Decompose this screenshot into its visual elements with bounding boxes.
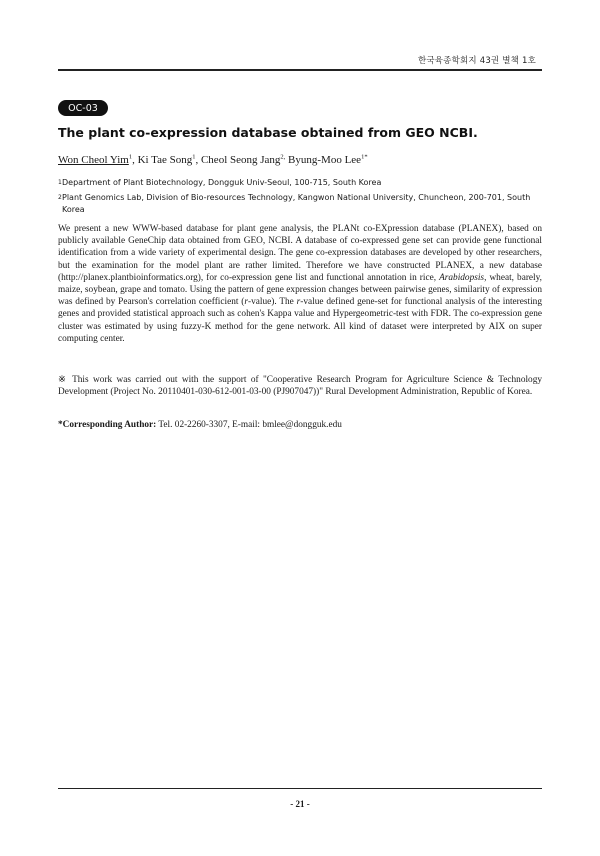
abstract-body	[58, 223, 542, 345]
abstract-text: , wheat, barely, maize, soybean, grape and tomato. Using the pattern of gene expression changes between pairwise genes, similarity of expression was defined by Pearson's correlation coefficient (	[58, 272, 542, 308]
author-list	[58, 153, 548, 167]
affiliation-number: 2	[58, 194, 62, 201]
corresponding-author	[58, 419, 542, 431]
affiliation-2	[58, 192, 548, 215]
affiliation-text: Plant Genomics Lab, Division of Bio-resources Technology, Kangwon National University, Chuncheon, 200-701, South Korea	[62, 193, 531, 214]
author-separator: ,	[195, 154, 201, 166]
affiliation-1	[58, 177, 548, 189]
author-name: Ki Tae Song	[137, 154, 193, 166]
author-affil-mark: 2,	[280, 153, 286, 161]
abstract-text: -value defined gene-set for functional analysis of the interesting genes and provided statistical approach such as cohen's Kappa value and Hypergeometric-test with FDR. The co-expression gene cluster was estimated by using fuzzy-K method for the gene network. All kind of dataset were interpreted by AIX on super computing center.	[58, 297, 542, 344]
abstract-text: We present a new WWW-based database for plant gene analysis, the PLANt co-EXpression database (PLANEX), based on publicly available GeneChip data obtained from GEO, NCBI. A database of co-expressed gene set can provide gene functional identification from a wide variety of experimental design. The gene co-expression databases are developed by other researchers, but the examination for the model plant are rather limited. Therefore we have constructed PLANEX, a new database (http://planex.plantbioinformatics.org), for co-expression gene list and functional annotation in rice,	[58, 224, 542, 283]
abstract-text: -value). The	[248, 297, 297, 308]
footer-rule	[58, 788, 542, 789]
affiliation-text: Department of Plant Biotechnology, Dongguk Univ-Seoul, 100-715, South Korea	[62, 178, 382, 187]
corresponding-contact: Tel. 02-2260-3307, E-mail: bmlee@dongguk.edu	[156, 420, 342, 430]
session-badge: OC-03	[58, 100, 108, 116]
page-number: - 21 -	[290, 799, 310, 809]
affiliation-number: 1	[58, 179, 62, 186]
corresponding-label: *Corresponding Author:	[58, 420, 157, 430]
header-rule	[58, 69, 542, 71]
author-affil-mark: 1	[128, 153, 133, 161]
abstract-variable: r	[296, 297, 301, 308]
author-affil-mark: 1*	[361, 153, 368, 161]
journal-header: 한국육종학회지 43권 별책 1호	[417, 56, 536, 66]
funding-note: ※ This work was carried out with the support of "Cooperative Research Program for Agriculture Science & Technology Development (Project No. 20110401-030-612-001-03-00 (PJ907047))" Rural Development Administration, Republic of Korea.	[58, 375, 542, 398]
abstract-species: Arabidopsis	[439, 272, 485, 283]
author-name: Cheol Seong Jang	[200, 154, 281, 166]
paper-title: The plant co-expression database obtained from GEO NCBI.	[58, 125, 478, 140]
author-name: Byung-Moo Lee	[288, 154, 362, 166]
author-separator: ,	[132, 154, 138, 166]
abstract-variable: r	[244, 297, 249, 308]
author-affil-mark: 1	[192, 153, 196, 161]
author-name: Won Cheol Yim	[58, 154, 129, 166]
